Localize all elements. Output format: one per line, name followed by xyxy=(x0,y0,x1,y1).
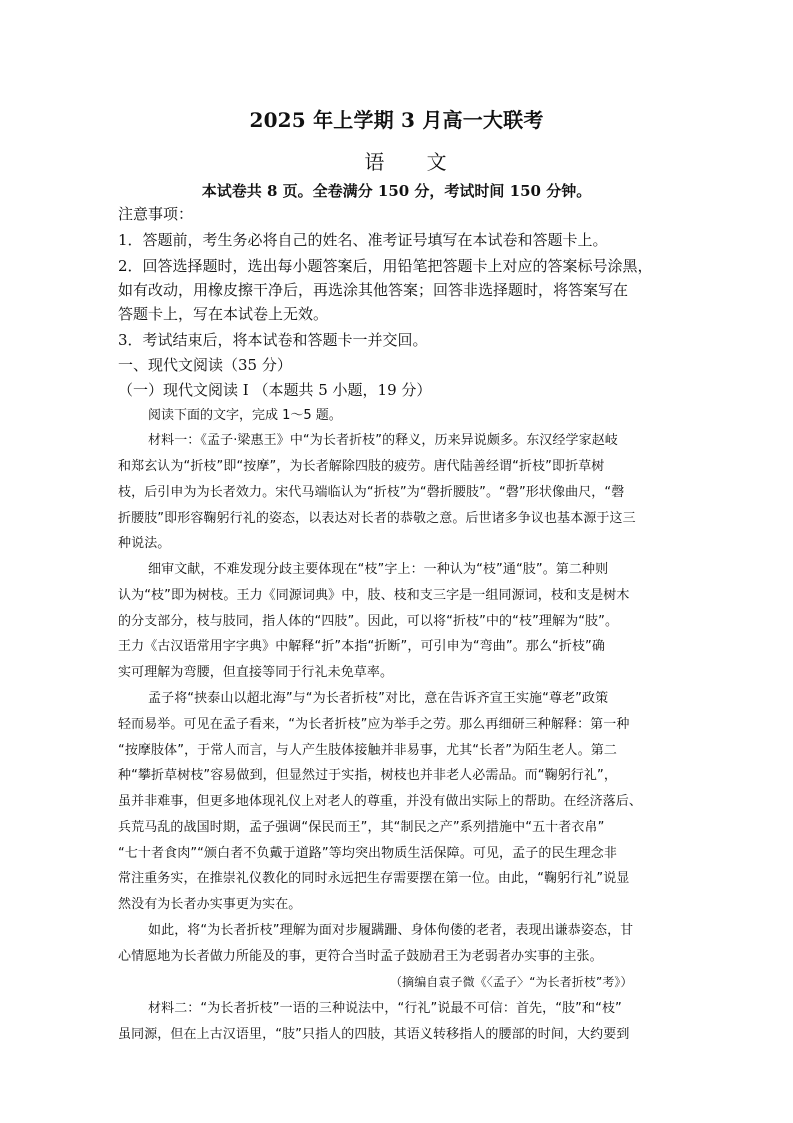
body-line: 心情愿地为长者做力所能及的事，更符合当时孟子鼓励君王为老弱者办实事的主张。 xyxy=(118,949,603,964)
note-line: 1．答题前，考生务必将自己的姓名、准考证号填写在本试卷和答题卡上。 xyxy=(118,231,608,249)
subject-title: 语 文 xyxy=(364,150,465,174)
note-line: 答题卡上，写在本试卷上无效。 xyxy=(118,305,329,323)
body-line: 如此，将“为长者折枝”理解为面对步履蹒跚、身体佝偻的老者，表现出谦恭姿态，甘 xyxy=(148,923,634,938)
note-line: 3．考试结束后，将本试卷和答题卡一并交回。 xyxy=(118,331,428,349)
reading-prompt: 阅读下面的文字，完成 1～5 题。 xyxy=(148,408,342,423)
body-line: 兵荒马乱的战国时期，孟子强调“保民而王”，其“制民之产”系列措施中“五十者衣帛” xyxy=(118,820,605,835)
source-citation: （摘编自袁子微《〈孟子〉“为长者折枝”考》） xyxy=(390,975,633,989)
body-line: 实可理解为弯腰，但直接等同于行礼未免草率。 xyxy=(118,665,394,680)
body-line: 轻而易举。可见在孟子看来，“为长者折枝”应为举手之劳。那么再细研三种解释：第一种 xyxy=(118,717,630,732)
body-line: 虽并非难事，但更多地体现礼仪上对老人的尊重，并没有做出实际上的帮助。在经济落后、 xyxy=(118,794,643,809)
body-line: 种“攀折草树枝”容易做到，但显然过于实指，树枝也并非老人必需品。而“鞠躬行礼”， xyxy=(118,768,617,783)
section-title: 一、现代文阅读（35 分） xyxy=(118,356,292,374)
body-line: 的分支部分，枝与肢同，指人体的“四肢”。因此，可以将“折枝”中的“枝”理解为“肢”。 xyxy=(118,614,619,629)
body-line: 认为“枝”即为树枝。王力《同源词典》中，肢、枝和支三字是一组同源词，枝和支是树木 xyxy=(118,588,630,603)
exam-info: 本试卷共 8 页。全卷满分 150 分，考试时间 150 分钟。 xyxy=(201,182,592,200)
note-line: 如有改动，用橡皮擦干净后，再选涂其他答案；回答非选择题时，将答案写在 xyxy=(118,281,629,299)
body-line: “七十者食肉”“颁白者不负戴于道路”等均突出物质生活保障。可见，孟子的民生理念非 xyxy=(118,846,617,861)
body-line: 然没有为长者办实事更为实在。 xyxy=(118,897,302,912)
body-line: “按摩肢体”，于常人而言，与人产生肢体接触并非易事，尤其“长者”为陌生老人。第二 xyxy=(118,743,617,758)
exam-title: 2025 年上学期 3 月高一大联考 xyxy=(249,108,544,132)
body-line: 材料一：《孟子·梁惠王》中“为长者折枝”的释义，历来异说颇多。东汉经学家赵岐 xyxy=(148,433,618,448)
body-line: 种说法。 xyxy=(118,536,171,551)
body-line: 折腰肢”即形容鞠躬行礼的姿态，以表达对长者的恭敬之意。后世诸多争议也基本源于这三 xyxy=(118,511,636,526)
body-line: 孟子将“挟泰山以超北海”与“为长者折枝”对比，意在告诉齐宣王实施“尊老”政策 xyxy=(148,691,609,706)
body-line: 王力《古汉语常用字字典》中解释“折”本指“折断”，可引申为“弯曲”。那么“折枝”确 xyxy=(118,639,605,654)
subsection-title: （一）现代文阅读 I （本题共 5 小题，19 分） xyxy=(118,381,432,399)
notes-title: 注意事项： xyxy=(118,205,194,223)
note-line: 2．回答选择题时，选出每小题答案后，用铅笔把答题卡上对应的答案标号涂黑， xyxy=(118,257,653,275)
body-line: 材料二：“为长者折枝”一语的三种说法中，“行礼”说最不可信：首先，“肢”和“枝” xyxy=(148,1001,622,1016)
body-line: 细审文献，不难发现分歧主要体现在“枝”字上：一种认为“枝”通“肢”。第二种则 xyxy=(148,562,609,577)
body-line: 和郑玄认为“折枝”即“按摩”，为长者解除四肢的疲劳。唐代陆善经谓“折枝”即折草树 xyxy=(118,459,605,474)
body-line: 枝，后引申为为长者效力。宋代马端临认为“折枝”为“磬折腰肢”。“磬”形状像曲尺，“磬 xyxy=(118,485,625,500)
body-line: 虽同源，但在上古汉语里，“肢”只指人的四肢，其语义转移指人的腰部的时间，大约要到 xyxy=(118,1027,630,1042)
body-line: 常注重务实，在推崇礼仪教化的同时永远把生存需要摆在第一位。由此，“鞠躬行礼”说显 xyxy=(118,871,630,886)
